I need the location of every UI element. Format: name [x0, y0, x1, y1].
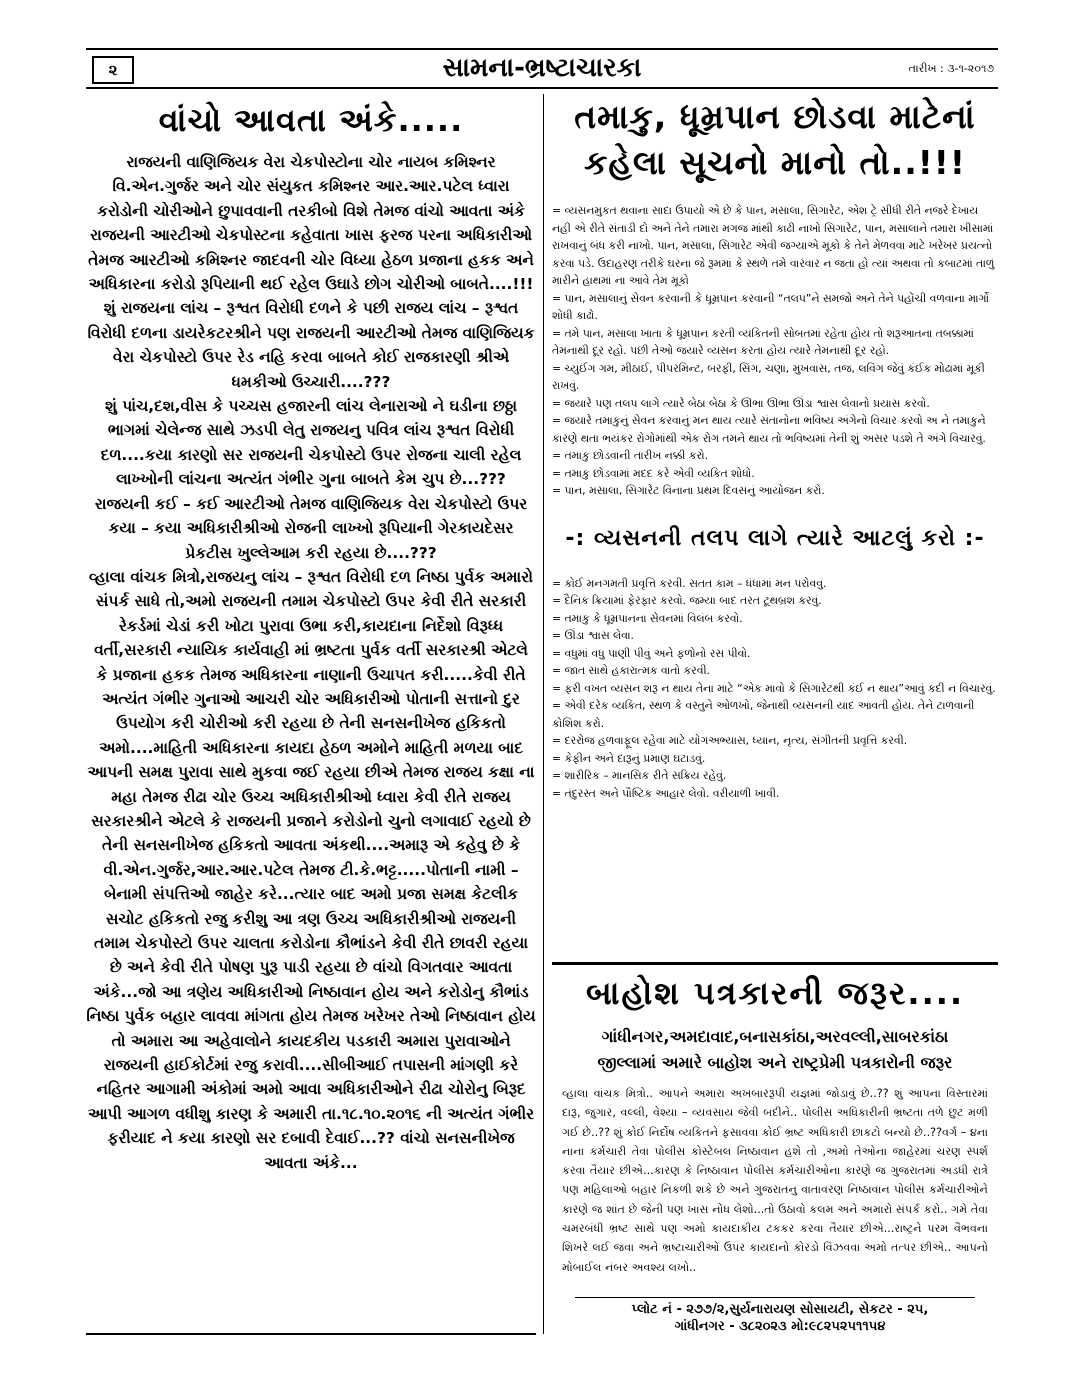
left-article — [86, 94, 536, 1339]
masthead-rule — [86, 87, 998, 89]
tip-item: = તમે પાન, મસાલા ખાતા કે ધૂમ્રપાન કરતી વ્યકિતની સોબતમાં રહેતા હોય તો શરૂઆતના તબક્કામાં તેમનાથી દૂર રહો. પછી તેઓ જયારે વ્યસન કરતા હોય ત્યારે તેમનાથી દૂર રહો. — [552, 326, 974, 357]
left-article-title: વાંચો આવતા અંકે..... — [158, 101, 464, 139]
tip-item: = જયારે તમાકુનું સેવન કરવાનું મન થાય ત્યારે સંતાનોના ભવિષ્ય અંગેનો વિચાર કરવો અ ને તમાકુને કારણે થતા ભયંકર રોગોમાંથી એક રોગ તમને થાય તો ભવિષ્યમાં તેની શું અસર પડશે તે અંગે વિચારવું. — [552, 414, 986, 445]
tip-item: = જયારે પણ તલપ લાગે ત્યારે બેઠા બેઠા કે ઊભા ઊભા ઊંડા શ્વાસ લેવાનો પ્રયાસ કરવો. — [552, 396, 930, 410]
step-item: = ફરી વખત વ્યસન શરૂ ન થાય તેના માટે “એક માવો કે સિગારેટથી કંઈ ન થાય”આવું કદી ન વિચારવું. — [552, 681, 996, 695]
tip-item: = પાન, મસાલાનું સેવન કરવાની કે ધૂમ્રપાન કરવાની “તલપ”ને સમજો અને તેને પહોંચી વળવાના માર્ગો શોધી કાઢો. — [552, 291, 989, 322]
step-item: = ઊંડા શ્વાસ લેવા. — [552, 629, 634, 642]
left-paragraph: વ્હાલા વાંચક મિત્રો,રાજયનુ લાંચ – રૂશ્વત વિરોધી દળ નિષ્ઠા પુર્વક અમારો સંપર્ક સાધે તો,અમો રાજયની તમામ ચેકપોસ્ટો ઉપર કેવી રીતે સરકારી રેકર્ડમાં ચેડાં કરી ખોટા પુરાવા ઉભા કરી,કાયદાના નિર્દેશો વિરૂધ્ધ વર્તી,સરકારી ન્યાયિક કાર્યવાહી માં ભ્રષ્ટતા પુર્વક વર્તી સરકારશ્રી એટલે કે પ્રજાના હકક તેમજ અધિકારના નાણાની ઉચાપત કરી.....કેવી રીતે અત્યંત ગંભીર ગુનાઓ આચરી ચોર અધિકારીઓ પોતાની સત્તાનો દુર ઉપયોગ કરી ચોરીઓ કરી રહયા છે તેની સનસનીખેજ હકિકતો અમો....માહિતી અધિકારના કાયદા હેઠળ અમોને માહિતી મળયા બાદ આપની સમક્ષ પુરાવા સાથે મુકવા જઈ રહયા છીએ તેમજ રાજય કક્ષા ના મહા તેમજ રીઢા ચોર ઉચ્ચ અધિકારીશ્રીઓ ધ્વારા કેવી રીતે રાજય સરકારશ્રીને એટલે કે રાજયની પ્રજાને કરોડોનો ચુનો લગાવાઈ રહયો છે તેની સનસનીખેજ હકિકતો આવતા અંકથી....અમારૂ એ કહેવુ છે કે વી.એન.ગુર્જર,આર.આર.પટેલ તેમજ ટી.કે.ભટ્ટ.....પોતાની નામી – બેનામી સંપત્તિઓ જાહેર કરે...ત્યાર બાદ અમો પ્રજા સમક્ષ કેટલીક સચોટ હકિકતો રજુ કરીશુ આ ત્રણ ઉચ્ચ અધિકારીશ્રીઓ રાજયની તમામ ચેકપોસ્ટો ઉપર ચાલતા કરોડોના કૌભાંડને કેવી રીતે છાવરી રહયા છે અને કેવી રીતે પોષણ પુરૂ પાડી રહયા છે વાંચો વિગતવાર આવતા અંકે...જો આ ત્રણેય અધિકારીઓ નિષ્ઠાવાન હોય અને કરોડોનુ કૌભાંડ નિષ્ઠા પુર્વક બહાર લાવવા માંગતા હોય તેમજ ખરેખર તેઓ નિષ્ઠાવાન હોય તો અમારા આ અહેવાલોને કાયદકીય પડકારી અમારા પુરાવાઓને રાજયની હાઈકોર્ટમાં રજુ કરાવી....સીબીઆઈ તપાસની માંગણી કરે નહિતર આગામી અંકોમાં અમો આવા અધિકારીઓને રીઢા ચોરોનુ બિરૂદ આપી આગળ વધીશુ કારણ કે અમારી તા.૧૮.૧૦.૨૦૧૬ ની અત્યંત ગંભીર ફરીયાદ ને કયા કારણો સર દબાવી દેવાઈ...?? વાંચો સનસનીખેજ આવતા અંકે... — [86, 567, 536, 1172]
step-item: = વધુમાં વધુ પાણી પીવું અને ફળોનો રસ પીવો. — [552, 646, 751, 660]
tip-item: = ચ્યુઈંગ ગમ, મીઠાઈ, પીપરમિન્ટ, બરફી, સિંગ, ચણા, મુખવાસ, તજ, લવિંગ જેવું કંઈક મોઢામાં મૂકી રાખવું. — [552, 361, 985, 392]
section-rule — [552, 962, 998, 965]
left-paragraph: શું પાંચ,દશ,વીસ કે પચ્ચસ હજારની લાંચ લેનારાઓ ને ઘડીના છઠ્ઠા ભાગમાં ચેલેન્જ સાથે ઝડપી લેતુ રાજયનુ પવિત્ર લાંચ રૂશ્વત વિરોધી દળ....કયા કારણો સર રાજયની ચેકપોસ્ટો ઉપર રોજના ચાલી રહેલ લાખ્ખોની લાંચના અત્યંત ગંભીર ગુના બાબતે કેમ ચુપ છે...??? — [100, 397, 522, 489]
step-item: = કોઈ મનગમતી પ્રવૃત્તિ કરવી. સતત કામ – ધંધામાં મન પરોવવું. — [552, 576, 827, 590]
paper-name: સામના-ભ્રષ્ટાચારકા — [442, 53, 642, 83]
tips-list — [552, 202, 998, 500]
wanted-ad-subtitle-line1: ગાંધીનગર,અમદાવાદ,બનાસકાંઠા,અરવલ્લી,સાબરકાંઠા — [601, 1027, 949, 1046]
wanted-ad — [552, 970, 998, 1277]
issue-date: તારીખ : ૩-૧-૨૦૧૭ — [908, 62, 994, 75]
page-number: ૨ — [92, 56, 134, 84]
masthead — [86, 52, 998, 86]
left-bottom-rule — [86, 1333, 536, 1335]
tip-item: = તમાકુ છોડવાની તારીખ નક્કી કરો. — [552, 449, 709, 462]
step-item: = દરરોજ હળવાફૂલ રહેવા માટે યોગઅભ્યાસ, ધ્યાન, નૃત્ય, સંગીતની પ્રવૃત્તિ કરવી. — [552, 734, 908, 747]
step-item: = એવી દરેક વ્યકિત, સ્થળ કે વસ્તુને ઓળખો, જેનાથી વ્યસનની યાદ આવતી હોય. તેને ટાળવાની કોશિશ કરો. — [552, 699, 975, 730]
address-line2: ગાંધીનગર - ૩૮૨૦૨૩ મો:૯૮૨૫૨૫૧૧૫૪ — [674, 1319, 886, 1334]
left-paragraph: રાજયની કઈ – કઈ આરટીઓ તેમજ વાણિજિયક વેરા ચેકપોસ્ટો ઉપર કયા – કયા અધિકારીશ્રીઓ રોજની લાખ્ખો રૂપિયાની ગેરકાયદેસર પ્રેકટીસ ખુલ્લેઆમ કરી રહયા છે....??? — [94, 494, 528, 562]
address-line1: પ્લોટ નં - ૨૭૭/૨,સુર્યનારાયણ સોસાયટી, સેકટર - ૨૫, — [631, 1302, 929, 1317]
tip-item: = પાન, મસાલા, સિગારેટ વિનાના પ્રથમ દિવસનું આયોજન કરો. — [552, 484, 825, 497]
craving-steps-list — [552, 575, 998, 803]
step-item: = કેફીન અને દારૂનું પ્રમાણ ઘટાડવું. — [552, 751, 706, 765]
left-paragraph: શું રાજયના લાંચ – રૂશ્વત વિરોધી દળને કે પછી રાજય લાંચ – રૂશ્વત વિરોધી દળના ડાયરેકટરશ્રીને પણ રાજયની આરટીઓ તેમજ વાણિજિયક વેરા ચેકપોસ્ટો ઉપર રેડ નહિ કરવા બાબતે કોઈ રાજકારણી શ્રીએ ધમકીઓ ઉચ્ચારી....??? — [87, 299, 535, 391]
craving-heading: -: વ્યસનની તલપ લાગે ત્યારે આટલું કરો :- — [565, 525, 985, 551]
contact-rule — [575, 1297, 975, 1298]
step-item: = તમાકુ કે ધૂમ્રપાનના સેવનમાં વિલંબ કરવો. — [552, 611, 743, 625]
right-article-title-line1: તમાકુ, ધૂમ્રપાન છોડવા માટેનાં — [574, 97, 976, 136]
left-article-body — [86, 150, 536, 1175]
step-item: = દૈનિક ક્રિયામાં ફેરફાર કરવો. જમ્યા બાદ તરત ટૂથબ્રશ કરવું. — [552, 594, 822, 607]
wanted-ad-title: બાહોશ પત્રકારની જરૂર.... — [585, 974, 965, 1012]
wanted-ad-subtitle — [552, 1024, 998, 1076]
step-item: = જાત સાથે હકારાત્મક વાતો કરવી. — [552, 664, 710, 677]
tip-item: = વ્યસનમુકત થવાના સાદા ઉપાયો એ છે કે પાન, મસાલા, સિગારેટ, એશ ટ્રે સીધી રીતે નજરે દેખાય નહી એ રીતે સંતાડી દો અને તેને તમારા મગજ માંથી કાઢી નાખો સિગારેટ, પાન, મસાલાને તમારા ખીસામાં રાખવાનું બંધ કરી નાખો. પાન, મસાલા, સિગારેટ એવી જગ્યાએ મૂકો કે તેને મેળવવા માટે ખરેખર પ્રયત્નો કરવા પડે. ઉદાહરણ તરીકે ઘરના જે રૂમમાં કે સ્થળે તમે વારંવાર ન જતા હો ત્યાં અથવા તો કબાટમાં તાળું મારીને હાથમાં ના આવે તેમ મૂકો — [552, 204, 995, 287]
left-paragraph: રાજયની વાણિજિયક વેરા ચેકપોસ્ટોના ચોર નાયબ કમિશ્નર વિ.એન.ગુર્જર અને ચોર સંયુકત કમિશ્નર આર.આર.પટેલ ધ્વારા કરોડોની ચોરીઓને છુપાવવાની તરકીબો વિશે તેમજ વાંચો આવતા અંકે રાજયની આરટીઓ ચેકપોસ્ટના કહેવાતા ખાસ ફરજ પરના અધિકારીઓ તેમજ આરટીઓ કમિશ્નર જાદવની ચોર વિધ્યા હેઠળ પ્રજાના હકક અને અધિકારના કરોડો રૂપિયાની થઈ રહેલ ઉઘાડે છોગ ચોરીઓ બાબતે....!!! — [88, 153, 534, 294]
contact-address — [560, 1301, 1000, 1335]
right-article — [552, 94, 998, 802]
wanted-ad-body: વ્હાલા વાંચક મિત્રો.. આપને અમારા અખબારરૂપી યજ્ઞમાં જોડાવું છે..?? શું આપના વિસ્તારમાં દારૂ, જુગાર, વલ્લી, વેશ્યા – વ્યવસાય જેવી બદીને.. પોલીસ અધિકારીની ભ્રષ્ટતા તળે છુટ મળી ગઈ છે..?? શું કોઈ નિર્દોષ વ્યકિતને ફસાવવા કોઈ ભ્રષ્ટ અધિકારી છાકટો બન્યો છે..??વર્ગ – ૪ના નાના કર્મચારી તેવા પોલીસ કોસ્ટેબલ નિષ્ઠાવાન હશે તો ,અમો તેઓના જાહેરમાં ચરણ સ્પર્શ કરવા તૈયાર છીએ...કારણ કે નિષ્ઠાવાન પોલીસ કર્મચારીઓના કારણે જ ગુજરાતમાં અડધી રાત્રે પણ મહિલાઓ બહાર નિકળી શકે છે અને ગુજરાતનુ વાતાવરણ નિષ્ઠાવાન પોલીસ કર્મચારીઓને કારણે જ શાંત છે જેની પણ ખાસ નોંધ લેશો...તો ઉઠાવો કલમ અને અમારો સંપર્ક કરો.. ગમે તેવા ચમરબંધી ભ્રષ્ટ સાથે પણ અમો કાયદાકીય ટકકર કરવા તૈયાર છીએ...રાષ્ટ્રને પરમ વૈભવના શિખરે લઈ જવા અને ભ્રષ્ટાચારીઓ ઉપર કાયદાનો કોરડો વિંઝવવા અમો તત્પર છીએ.. આપનો મોબાઈલ નંબર અવશ્ય લખો.. — [562, 1087, 988, 1274]
wanted-ad-subtitle-line2: જીલ્લામાં અમારે બાહોશ અને રાષ્ટ્રપ્રેમી પત્રકારોની જરૂર — [597, 1053, 953, 1072]
tip-item: = તમાકુ છોડવામાં મદદ કરે એવી વ્યકિત શોધો. — [552, 466, 755, 480]
top-rule — [86, 48, 998, 50]
step-item: = તંદુરસ્ત અને પૌષ્ટિક આહાર લેવો. વરીયાળી ખાવી. — [552, 786, 780, 800]
step-item: = શારીરિક – માનસિક રીતે સક્રિય રહેવું. — [552, 769, 727, 782]
right-article-title-line2: કહેલા સૂચનો માનો તો..!!! — [584, 143, 966, 182]
column-divider — [543, 94, 544, 1334]
